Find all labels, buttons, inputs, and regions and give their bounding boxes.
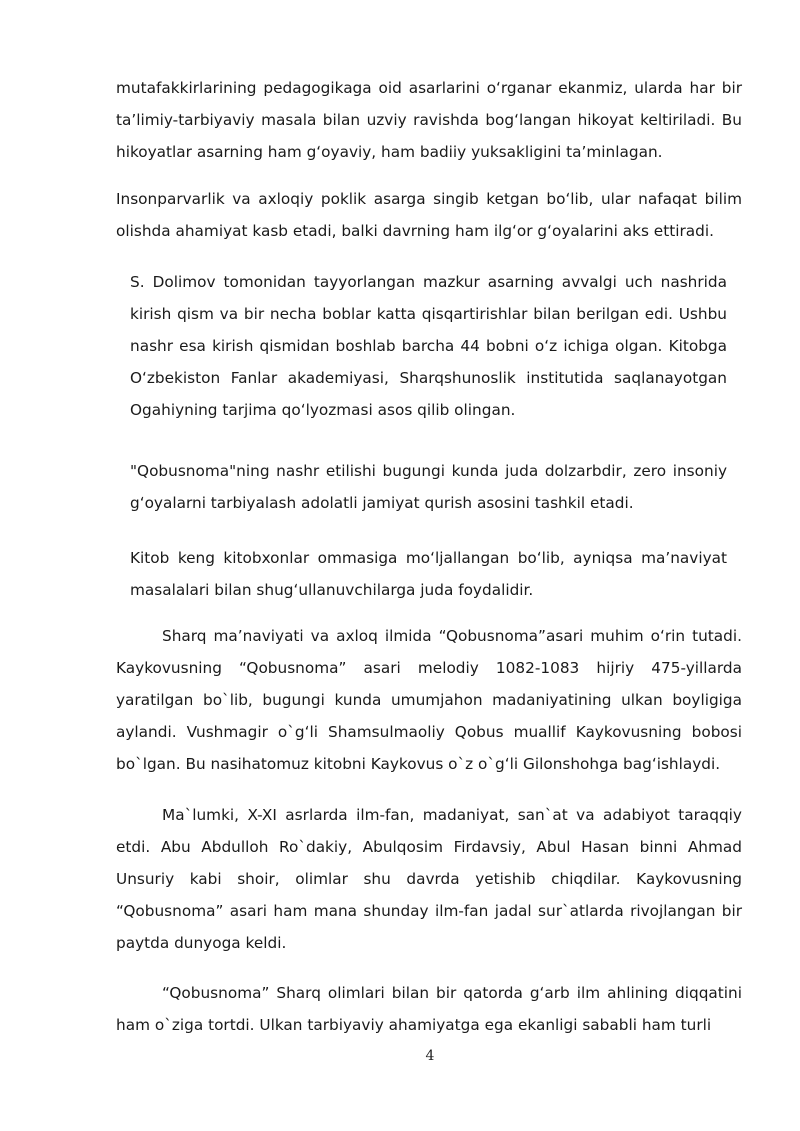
paragraph-humanism: Insonparvarlik va axloqiy poklik asarga singib ketgan boʻlib, ular nafaqat bilim olishda ahamiyat kasb etadi, balki davrning ham ilgʻor gʻoyalarini aks ettiradi. [116,190,742,240]
paragraph-historical-context: Ma`lumki, X-XI asrlarda ilm-fan, madaniyat, san`at va adabiyot taraqqiy etdi. Abu Abdulloh Ro`dakiy, Abulqosim Firdavsiy, Abul Hasan binni Ahmad Unsuriy kabi shoir, olimlar shu davrda yetishib chiqdilar. Kaykovusning “Qobusnoma” asari ham mana shunday ilm-fan jadal sur`atlarda rivojlangan bir paytda dunyoga keldi. [116,806,742,952]
paragraph-western-interest: “Qobusnoma” Sharq olimlari bilan bir qatorda gʻarb ilm ahlining diqqatini ham o`ziga tortdi. Ulkan tarbiyaviy ahamiyatga ega ekanligi sababli ham turli [116,984,742,1034]
paragraph-pedagogy: mutafakkirlarining pedagogikaga oid asarlarini oʻrganar ekanmiz, ularda har bir taʼlimiy-tarbiyaviy masala bilan uzviy ravishda bogʻlangan hikoyat keltiriladi. Bu hikoyatlar asarning ham gʻoyaviy, ham badiiy yuksakligini taʼminlagan. [116,79,742,161]
quote-audience: Kitob keng kitobxonlar ommasiga moʻljallangan boʻlib, ayniqsa maʼnaviyat masalalari bilan shugʻullanuvchilarga juda foydalidir. [130,549,727,599]
paragraph-qobusnoma-origin: Sharq maʼnaviyati va axloq ilmida “Qobusnoma”asari muhim oʻrin tutadi. Kaykovusning “Qobusnoma” asari melodiy 1082-1083 hijriy 475-yillarda yaratilgan bo`lib, bugungi kunda umumjahon madaniyatining ulkan boyligiga aylandi. Vushmagir o`gʻli Shamsulmaoliy Qobus muallif Kaykovusning bobosi bo`lgan. Bu nasihatomuz kitobni Kaykovus o`z o`gʻli Gilonshohga bagʻishlaydi. [116,627,742,773]
quote-edition-history: S. Dolimov tomonidan tayyorlangan mazkur asarning avvalgi uch nashrida kirish qism va bir necha boblar katta qisqartirishlar bilan berilgan edi. Ushbu nashr esa kirish qismidan boshlab barcha 44 bobni oʻz ichiga olgan. Kitobga Oʻzbekiston Fanlar akademiyasi, Sharqshunoslik institutida saqlanayotgan Ogahiyning tarjima qoʻlyozmasi asos qilib olingan. [130,273,727,419]
quote-relevance: "Qobusnoma"ning nashr etilishi bugungi kunda juda dolzarbdir, zero insoniy gʻoyalarni tarbiyalash adolatli jamiyat qurish asosini tashkil etadi. [130,462,727,512]
page-number: 4 [425,1048,435,1064]
